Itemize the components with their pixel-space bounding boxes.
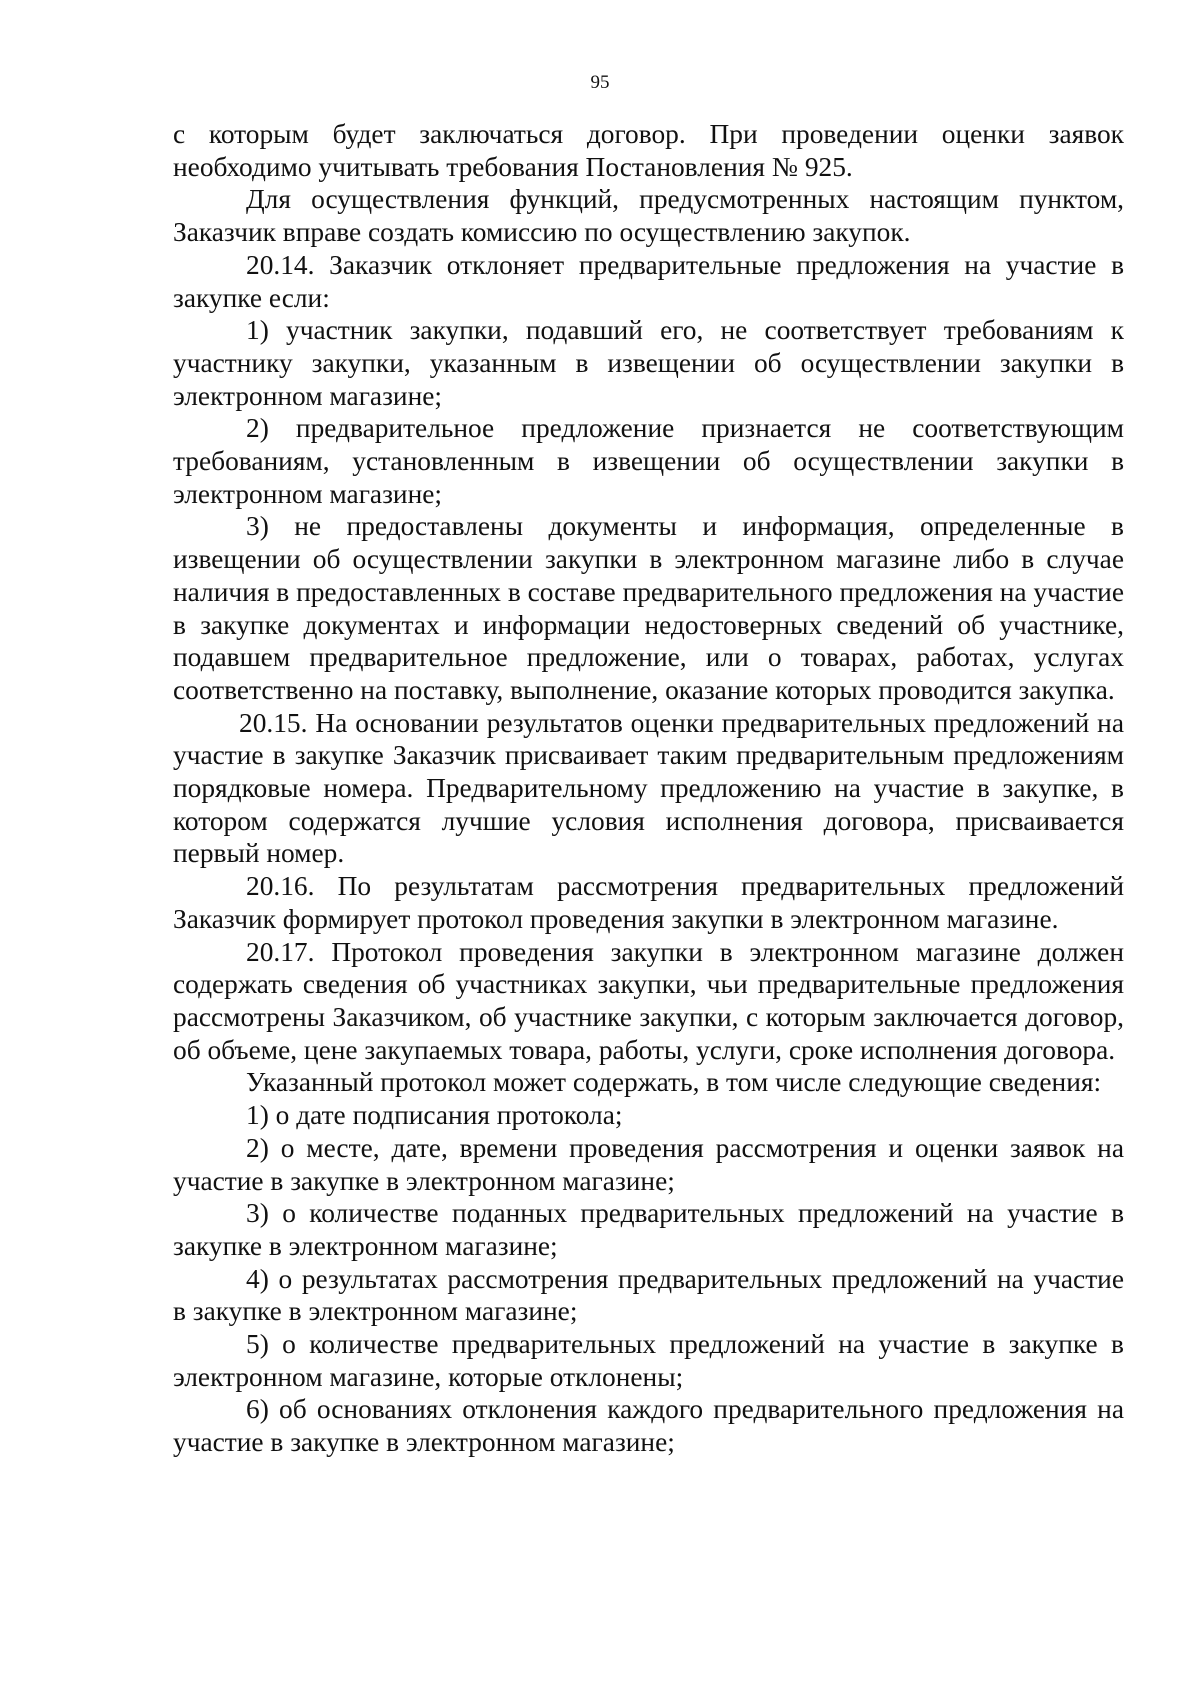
page-body <box>173 118 1124 1459</box>
list-item: 2) предварительное предложение признается не соответствующим требованиям, установленным в извещении об осуществлении закупки в электронном магазине; <box>173 413 1124 509</box>
clause-20-16: 20.16. По результатам рассмотрения предварительных предложений Заказчик формирует протокол проведения закупки в электронном магазине. <box>173 871 1124 934</box>
list-item: 4) о результатах рассмотрения предварительных предложений на участие в закупке в электронном магазине; <box>173 1263 1124 1327</box>
clause-20-17: 20.17. Протокол проведения закупки в электронном магазине должен содержать сведения об участниках закупки, чьи предварительные предложения рассмотрены Заказчиком, об участнике закупки, с которым заключается договор, об объеме, цене закупаемых товара, работы, услуги, сроке исполнения договора. <box>173 936 1124 1065</box>
list-item: 3) не предоставлены документы и информация, определенные в извещении об осуществлении закупки в электронном магазине либо в случае наличия в предоставленных в составе предварительного предложения на участие в закупке документах и информации недостоверных сведений об участнике, подавшем предварительное предложение, или о товарах, работах, услугах соответственно на поставку, выполнение, оказание которых проводится закупка. <box>173 511 1124 705</box>
list-item: 5) о количестве предварительных предложений на участие в закупке в электронном магазине, которые отклонены; <box>173 1329 1124 1392</box>
list-item: 1) о дате подписания протокола; <box>246 1100 623 1131</box>
list-item: 3) о количестве поданных предварительных предложений на участие в закупке в электронном магазине; <box>173 1198 1124 1261</box>
page-number: 95 <box>590 72 610 93</box>
paragraph-continuation: с которым будет заключаться договор. При проведении оценки заявок необходимо учитывать требования Постановления № 925. <box>173 119 1124 182</box>
clause-20-14: 20.14. Заказчик отклоняет предварительные предложения на участие в закупке если: <box>173 249 1124 313</box>
clause-20-15: 20.15. На основании результатов оценки предварительных предложений на участие в закупке Заказчик присваивает таким предварительным предложениям порядковые номера. Предварительному предложению на участие в закупке, в котором содержатся лучшие условия исполнения договора, присваивается первый номер. <box>173 707 1124 869</box>
paragraph: Для осуществления функций, предусмотренных настоящим пунктом, Заказчик вправе создать комиссию по осуществлению закупок. <box>173 184 1124 248</box>
paragraph: Указанный протокол может содержать, в том числе следующие сведения: <box>246 1067 1102 1098</box>
list-item: 6) об основаниях отклонения каждого предварительного предложения на участие в закупке в электронном магазине; <box>173 1394 1124 1458</box>
list-item: 1) участник закупки, подавший его, не соответствует требованиям к участнику закупки, указанным в извещении об осуществлении закупки в электронном магазине; <box>173 315 1124 411</box>
list-item: 2) о месте, дате, времени проведения рассмотрения и оценки заявок на участие в закупке в электронном магазине; <box>173 1132 1124 1196</box>
